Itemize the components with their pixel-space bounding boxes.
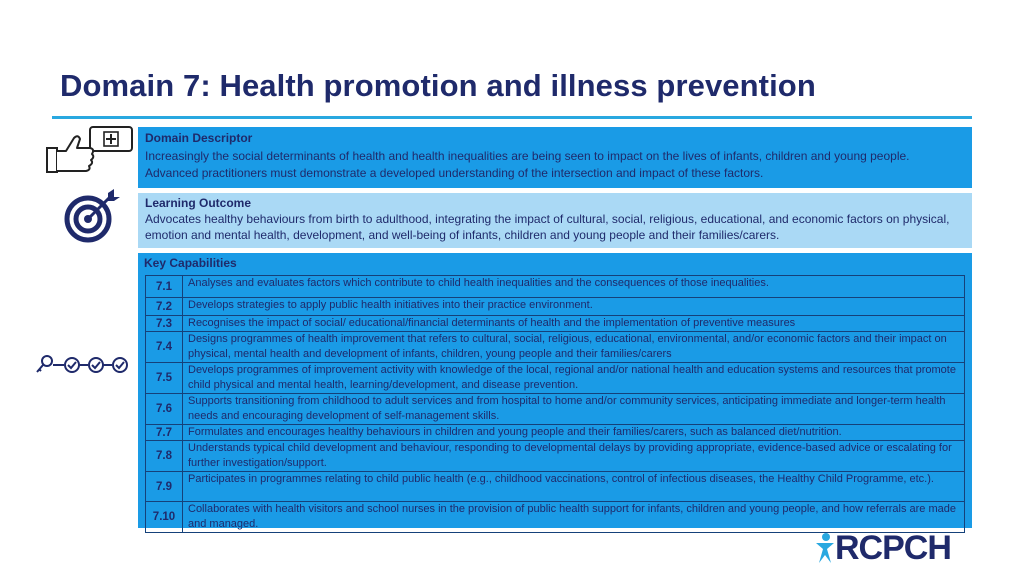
capability-text: Develops strategies to apply public health initiatives into their practice environment. <box>183 298 965 316</box>
capability-number: 7.1 <box>146 276 183 298</box>
capability-text: Designs programmes of health improvement that refers to cultural, social, religious, educational, environmental, and/or economic factors and their impact on physical, mental health and development of infants, children, young people and their families/carers <box>183 332 965 363</box>
key-checklist-icon <box>34 354 130 376</box>
descriptor-line: Increasingly the social determinants of health and health inequalities are being seen to impact on the lives of infants, children and young people. <box>145 149 910 163</box>
capability-number: 7.8 <box>146 441 183 472</box>
capability-number: 7.6 <box>146 394 183 425</box>
descriptor-line: Advanced practitioners must demonstrate a developed understanding of the intersection and impact of these factors. <box>145 166 764 180</box>
capability-number: 7.10 <box>146 502 183 533</box>
table-row <box>146 425 965 441</box>
key-capabilities-box <box>138 253 972 528</box>
capability-text: Analyses and evaluates factors which contribute to child health inequalities and the consequences of those inequalities. <box>183 276 965 298</box>
outcome-text: Advocates healthy behaviours from birth to adulthood, integrating the impact of cultural, social, religious, educational, and economic factors on physical, emotion and mental health, development, and well-being of infants, children and young people and their families/carers. <box>145 212 950 242</box>
outcome-heading: Learning Outcome <box>145 196 252 210</box>
table-row <box>146 298 965 316</box>
capability-text: Recognises the impact of social/ educational/financial determinants of health and the implementation of preventive measures <box>183 316 965 332</box>
table-row <box>146 276 965 298</box>
person-star-icon <box>815 532 835 564</box>
capability-text: Participates in programmes relating to child public health (e.g., childhood vaccinations, control of infectious diseases, the Healthy Child Programme, etc.). <box>183 472 965 502</box>
capability-number: 7.4 <box>146 332 183 363</box>
domain-descriptor-box <box>138 127 972 188</box>
rcpch-logo <box>815 530 951 566</box>
capability-text: Develops programmes of improvement activity with knowledge of the local, regional and/or national health and education systems and resources that promote child physical and mental health, learning/development, and disease prevention. <box>183 363 965 394</box>
table-row <box>146 316 965 332</box>
capability-text: Collaborates with health visitors and school nurses in the provision of public health support for infants, children and young people, and how referrals are made and managed. <box>183 502 965 533</box>
learning-outcome-box <box>138 193 972 248</box>
descriptor-heading: Domain Descriptor <box>145 131 253 145</box>
capability-number: 7.2 <box>146 298 183 316</box>
table-row <box>146 332 965 363</box>
capability-text: Supports transitioning from childhood to adult services and from hospital to home and/or community services, anticipating immediate and longer-term health needs and encouraging development of self-management skills. <box>183 394 965 425</box>
capability-text: Understands typical child development and behaviour, responding to developmental delays by providing appropriate, evidence-based advice or escalating for further investigation/support. <box>183 441 965 472</box>
capabilities-heading: Key Capabilities <box>144 256 237 270</box>
page-title: Domain 7: Health promotion and illness prevention <box>60 68 816 103</box>
capability-text: Formulates and encourages healthy behaviours in children and young people and their families/carers, such as balanced diet/nutrition. <box>183 425 965 441</box>
capability-number: 7.3 <box>146 316 183 332</box>
thumbs-up-plus-icon <box>44 126 136 178</box>
table-row <box>146 502 965 533</box>
table-row <box>146 441 965 472</box>
capability-number: 7.7 <box>146 425 183 441</box>
title-divider <box>52 116 972 119</box>
capability-number: 7.5 <box>146 363 183 394</box>
capabilities-table <box>145 275 965 533</box>
logo-text: RCPCH <box>835 529 951 567</box>
target-arrow-icon <box>64 189 122 245</box>
capability-number: 7.9 <box>146 472 183 502</box>
table-row <box>146 472 965 502</box>
table-row <box>146 394 965 425</box>
table-row <box>146 363 965 394</box>
